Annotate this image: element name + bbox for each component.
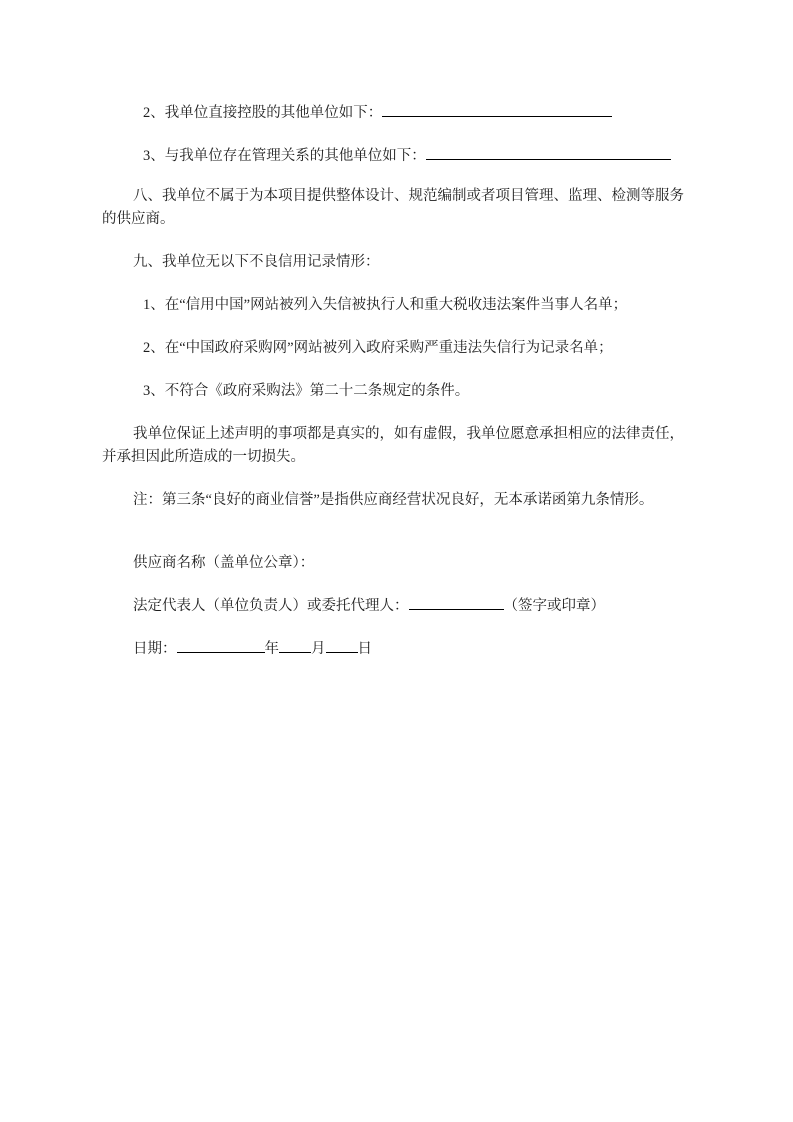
text-run: 的供应商。 [102,211,175,227]
text-run: 注：第三条“良好的商业信誉”是指供应商经营状况良好，无本承诺函第九条情形。 [133,492,654,508]
text-run: 月 [311,641,326,657]
text-run: 日期： [133,641,177,657]
line-date [102,638,690,661]
text-run: 2、我单位直接控股的其他单位如下： [143,105,383,121]
text-run: 日 [357,641,372,657]
blank-underline [409,595,504,610]
text-run: （签字或印章） [503,598,605,614]
text-run: 3、不符合《政府采购法》第二十二条规定的条件。 [143,383,470,399]
text-run: 并承担因此所造成的一切损失。 [102,449,305,465]
blank-underline [177,638,265,653]
line-credit-china-list [102,294,690,317]
blank-underline [279,638,311,653]
line-clause-nine-heading [102,251,690,274]
text-run: 2、在“中国政府采购网”网站被列入政府采购严重违法失信行为记录名单； [143,340,613,356]
line-other-units-management-relation [102,145,690,168]
line-guarantee-statement [102,423,690,446]
line-government-procurement-list [102,337,690,360]
line-guarantee-statement-continuation [102,446,690,469]
text-run: 供应商名称（盖单位公章）： [133,555,315,571]
line-legal-representative [102,595,690,618]
line-other-units-directly-held [102,102,690,125]
line-supplier-name [102,552,690,575]
line-note [102,489,690,512]
line-clause-eight [102,185,690,208]
text-run: 九、我单位无以下不良信用记录情形： [133,254,380,270]
blank-underline [326,638,358,653]
text-run: 3、与我单位存在管理关系的其他单位如下： [143,148,426,164]
line-clause-eight-continuation [102,208,690,231]
text-run: 我单位保证上述声明的事项都是真实的，如有虚假，我单位愿意承担相应的法律责任， [133,426,684,442]
blank-underline [382,102,612,117]
text-run: 年 [264,641,279,657]
text-run: 八、我单位不属于为本项目提供整体设计、规范编制或者项目管理、监理、检测等服务 [133,188,684,204]
blank-underline [426,145,671,160]
text-run: 法定代表人（单位负责人）或委托代理人： [133,598,409,614]
line-procurement-law-condition [102,380,690,403]
text-run: 1、在“信用中国”网站被列入失信被执行人和重大税收违法案件当事人名单； [143,297,628,313]
